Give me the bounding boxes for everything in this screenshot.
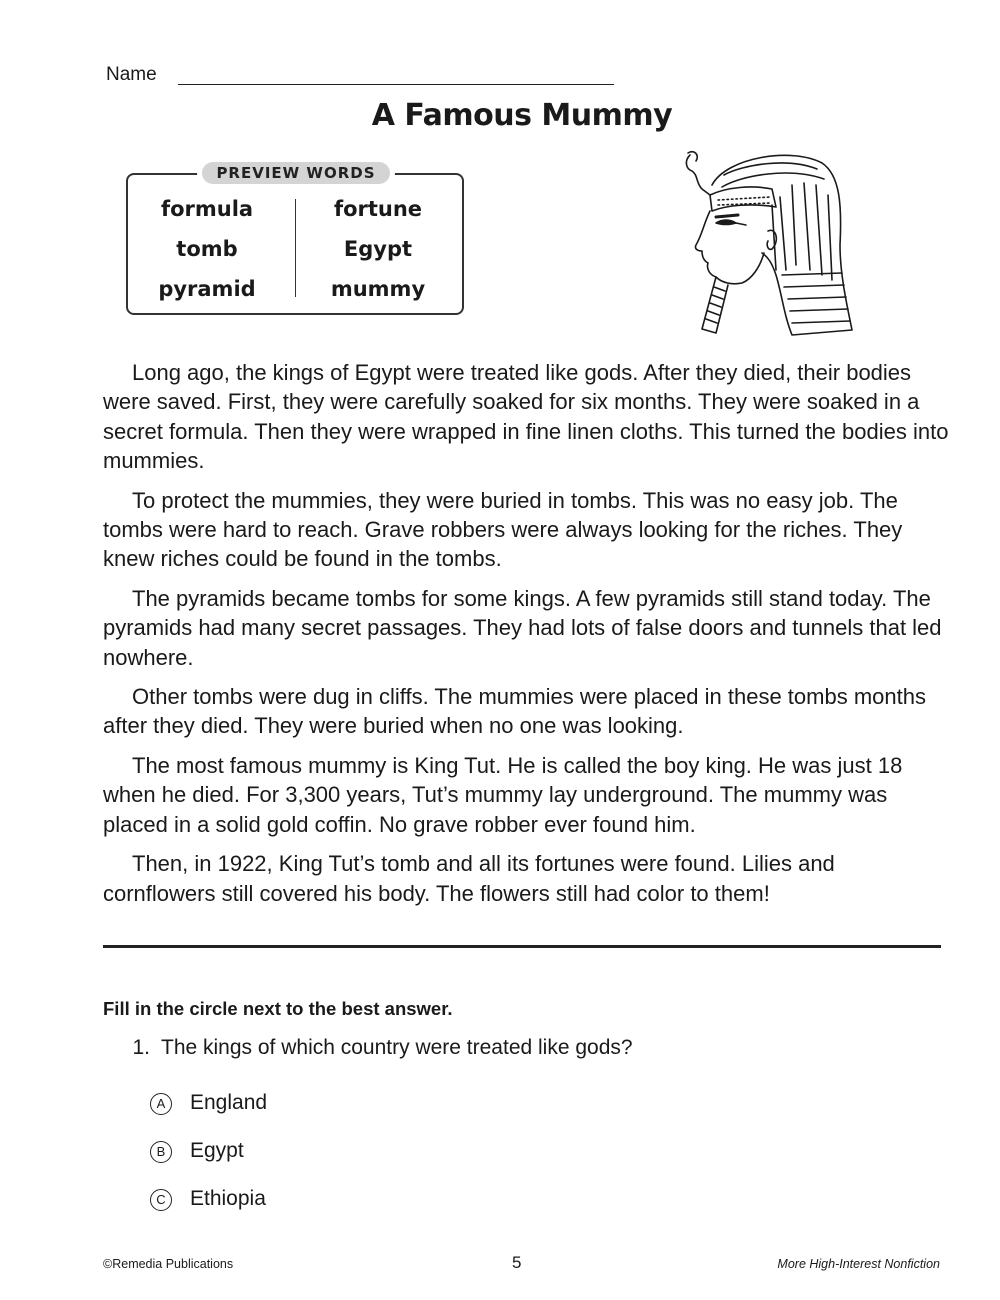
- section-divider: [103, 945, 941, 948]
- quiz-instructions: Fill in the circle next to the best answer.: [103, 998, 453, 1019]
- question-1: [103, 1036, 633, 1060]
- answer-text: England: [190, 1091, 268, 1114]
- pharaoh-headdress-icon: [672, 145, 872, 340]
- preview-word: mummy: [330, 277, 426, 301]
- answer-option-c[interactable]: [150, 1187, 266, 1211]
- name-write-line[interactable]: [178, 84, 614, 85]
- preview-word: fortune: [333, 197, 423, 221]
- passage-paragraph: Other tombs were dug in cliffs. The mummies were placed in these tombs months after they died. They were buried when no one was looking.: [103, 684, 926, 739]
- passage-paragraph: The pyramids became tombs for some kings. A few pyramids still stand today. The pyramids had many secret passages. They had lots of false doors and tunnels that led nowhere.: [103, 585, 942, 670]
- answer-option-b[interactable]: [150, 1139, 244, 1163]
- answer-text: Ethiopia: [190, 1187, 266, 1210]
- preview-word: formula: [160, 197, 254, 221]
- page-title: A Famous Mummy: [371, 98, 673, 133]
- preview-words-right-column: [303, 194, 453, 314]
- question-number: 1.: [132, 1036, 150, 1059]
- passage-paragraph: Long ago, the kings of Egypt were treated like gods. After they died, their bodies were saved. First, they were carefully soaked for six months. They were soaked in a secret formula. Then they were wrapped in fine linen cloths. This turned the bodies into mummies.: [103, 360, 949, 474]
- page-number: 5: [512, 1253, 522, 1272]
- passage-paragraph: Then, in 1922, King Tut’s tomb and all its fortunes were found. Lilies and cornflowers still covered his body. The flowers still had color to them!: [103, 851, 835, 906]
- answer-option-a[interactable]: [150, 1091, 267, 1115]
- passage-paragraph: To protect the mummies, they were buried in tombs. This was no easy job. The tombs were hard to reach. Grave robbers were always looking for the riches. They knew riches could be found in the tombs.: [103, 487, 903, 572]
- preview-word: tomb: [176, 237, 238, 261]
- answer-circle-b[interactable]: B: [150, 1141, 172, 1163]
- preview-words-label: PREVIEW WORDS: [202, 162, 390, 184]
- reading-passage: [103, 358, 953, 918]
- footer-copyright: ©Remedia Publications: [103, 1257, 234, 1271]
- footer-book-title: More High-Interest Nonfiction: [777, 1257, 940, 1271]
- answer-circle-a[interactable]: A: [150, 1093, 172, 1115]
- preview-words-left-column: [132, 194, 282, 314]
- answer-text: Egypt: [190, 1139, 244, 1162]
- preview-word: pyramid: [158, 277, 256, 301]
- preview-word: Egypt: [343, 237, 413, 261]
- question-text: The kings of which country were treated like gods?: [161, 1036, 633, 1059]
- preview-words-divider: [295, 199, 296, 297]
- name-label: Name: [106, 64, 157, 85]
- answer-circle-c[interactable]: C: [150, 1189, 172, 1211]
- passage-paragraph: The most famous mummy is King Tut. He is called the boy king. He was just 18 when he died. For 3,300 years, Tut’s mummy lay underground. The mummy was placed in a solid gold coffin. No grave robber ever found him.: [103, 752, 903, 837]
